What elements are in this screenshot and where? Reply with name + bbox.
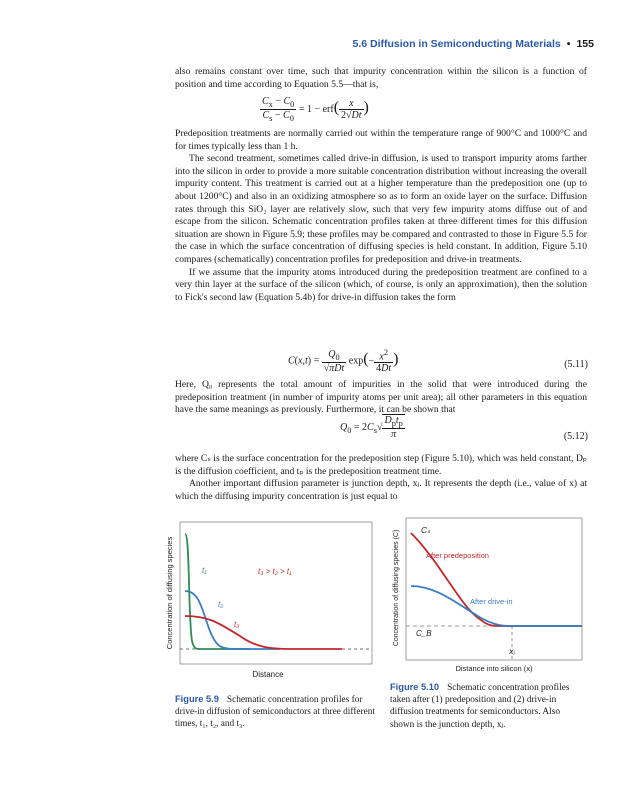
paragraph-2-4: Predeposition treatments are normally carried out within the temperature range of 900°C and 1000°C and for times typically less than 1 h. The second treatment, sometimes called drive-in diffusion, is used to transport impurity atoms farther into the silicon in order to provide a more suitable concentration distribution without increasing the overall impurity content. This treatment is carried out at a higher temperature than the predeposition one (up to about 1200°C) and also in an oxidizing atmosphere so as to form an oxide layer on the surface. Diffusion rates through this SiO₂ layer are relatively slow, such that very few impurity atoms diffuse out of and escape from the silicon. Schematic concentration profiles taken at three different times for this diffusion situation are shown in Figure 5.9; these profiles may be compared and contrasted to those in Figure 5.5 for the case in which the surface concentration of diffusing species is held constant. In addition, Figure 5.10 compares (schematically) concentration profiles for predeposition and drive-in treatments. If we assume that the impurity atoms introduced during the predeposition treatment are confined to a very thin layer at the surface of the silicon (which, of course, is only an approximation), then the solution to Fick's second law (Equation 5.4b) for drive-in diffusion takes the form (175, 128, 587, 303)
fig59-xlabel: Distance (252, 670, 284, 679)
paragraph-5: Here, Q₀ represents the total amount of impurities in the solid that were introduced during the predeposition treatment (in number of impurity atoms per unit area); all other parameters in this equation have the same meanings as previously. Furthermore, it can be shown that (175, 379, 587, 416)
figure-5-9 (160, 516, 378, 692)
fig510-caption-label: Figure 5.10 (390, 682, 440, 692)
fig59-plot-frame (180, 522, 372, 664)
fig510-after-predeposition: After predeposition (426, 551, 489, 560)
equation-number-5-12: (5.12) (563, 431, 588, 442)
fig59-label-t3: t₃ (234, 620, 240, 629)
fig510-cs-label: Cₛ (421, 525, 431, 535)
figure-5-9-caption (175, 693, 375, 731)
figure-5-10-caption (390, 681, 586, 731)
figure-5-10 (386, 508, 586, 680)
fig59-caption-text: Schematic concentration profiles for drive-in diffusion of semiconductors at three different times, t₁, t₂, and t₃. (175, 695, 375, 730)
fig510-cb-label: C_B (416, 629, 432, 638)
fig510-caption-text: Schematic concentration profiles taken after (1) predeposition and (2) drive-in diffusion treatments for semiconductors. Also shown is the junction depth, xⱼ. (390, 683, 570, 730)
fig59-label-t1: t₁ (202, 566, 207, 575)
fig510-xj-label: xⱼ (509, 647, 515, 656)
fig510-plot-frame (406, 518, 582, 660)
fig59-caption-label: Figure 5.9 (175, 694, 219, 704)
page-number: 155 (576, 38, 594, 50)
fig59-legend: t₃ > t₂ > t₁ (258, 567, 292, 576)
section-title: 5.6 Diffusion in Semiconducting Materials (352, 38, 561, 50)
paragraph-6-7: where Cₛ is the surface concentration for the predeposition step (Figure 5.10), which was held constant, Dₚ is the diffusion coefficient, and tₚ is the predeposition treatment time. Another important diffusion parameter is junction depth, xⱼ. It represents the depth (i.e., value of x) at which the diffusing impurity concentration is just equal to (175, 453, 587, 502)
equation-5-11: C(x,t) = $\frac{Q_0}{\text{√πDt}}$ exp(− $\frac{x^2}{4Dt}$ ) (288, 348, 399, 375)
equation-predeposition: $\frac{C_x - C_0}{C_s - C_0}$ = 1 − erf( $\frac{x}{2√Dt}$ ) (262, 96, 369, 123)
running-header: 5.6 Diffusion in Semiconducting Materials • 155 (352, 38, 594, 50)
equation-5-12: $Q_0 = 2C_s√$ $\frac{D_pt_p}{\pi}$ (340, 415, 403, 440)
fig510-ylabel: Concentration of diffusing species (C) (393, 529, 400, 647)
paragraph-1: also remains constant over time, such that impurity concentration within the silicon is a function of position and time according to Equation 5.5—that is, (175, 66, 587, 90)
fig59-label-t2: t₂ (218, 600, 224, 609)
fig510-xlabel: Distance into silicon (x) (455, 664, 533, 673)
equation-number-5-11: (5.11) (564, 359, 588, 370)
fig510-after-drivein: After drive-in (470, 597, 513, 606)
fig59-ylabel: Concentration of diffusing species (165, 536, 174, 650)
